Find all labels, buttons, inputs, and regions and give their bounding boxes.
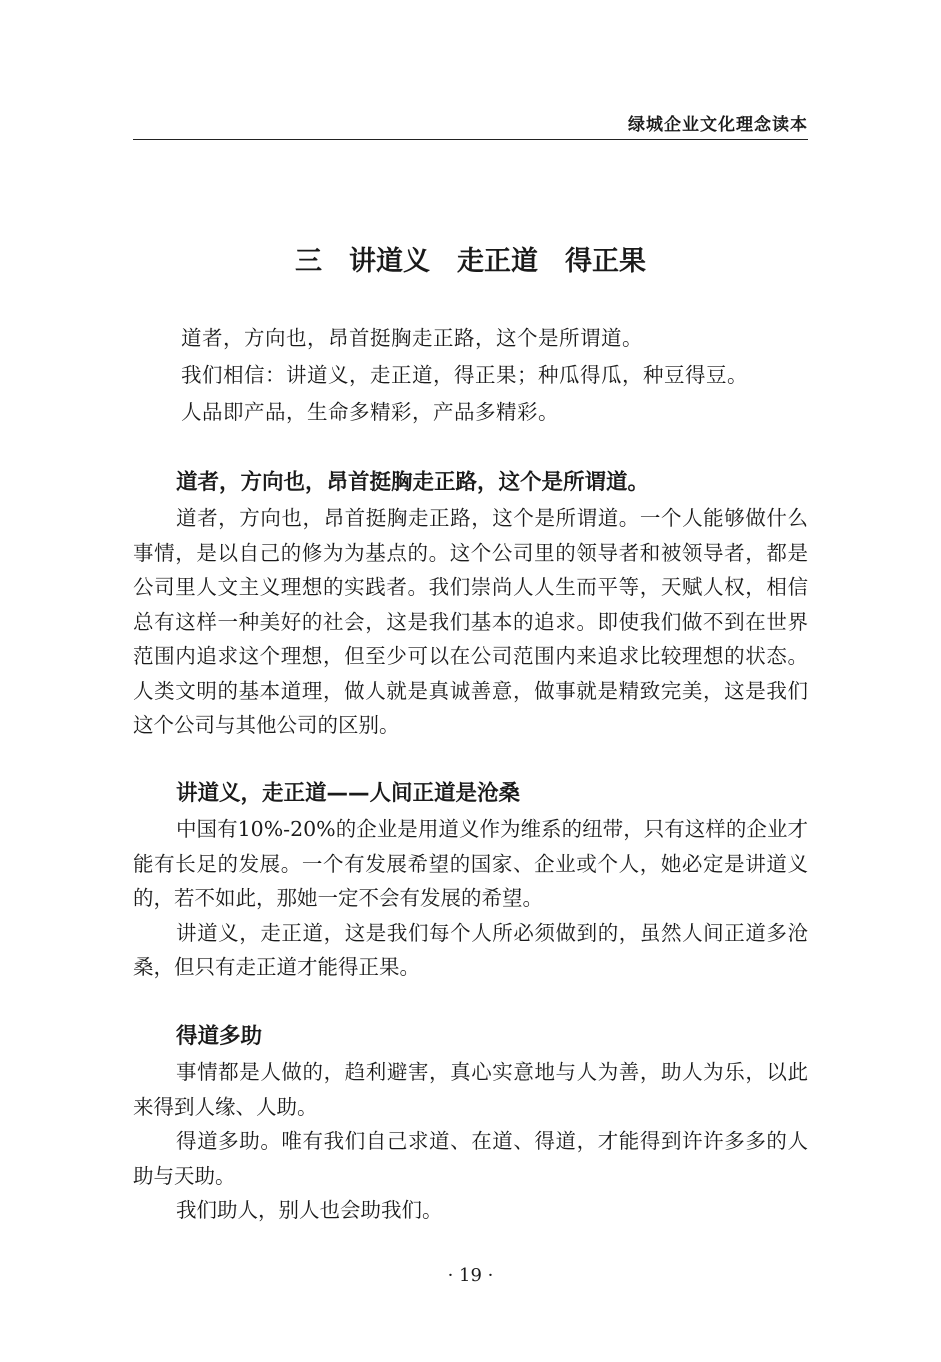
- motto-line: 人品即产品，生命多精彩，产品多精彩。: [181, 400, 559, 424]
- section-heading: 道者，方向也，昂首挺胸走正路，这个是所谓道。: [176, 470, 650, 495]
- body-paragraph: 中国有10%-20%的企业是用道义作为维系的纽带，只有这样的企业才能有长足的发展。一个有发展希望的国家、企业或个人，她必定是讲道义的，若不如此，那她一定不会有发展的希望。: [133, 817, 808, 910]
- running-title: 绿城企业文化理念读本: [628, 115, 808, 135]
- section-daoyi: [133, 776, 808, 985]
- page-number: · 19 ·: [447, 1265, 494, 1286]
- body-paragraph: 讲道义，走正道，这是我们每个人所必须做到的，虽然人间正道多沧桑，但只有走正道才能得正果。: [133, 920, 808, 979]
- body-paragraph: 道者，方向也，昂首挺胸走正路，这个是所谓道。一个人能够做什么事情，是以自己的修为为基点的。这个公司里的领导者和被领导者，都是公司里人文主义理想的实践者。我们崇尚人人生而平等，天赋人权，相信总有这样一种美好的社会，这是我们基本的追求。即使我们做不到在世界范围内追求这个理想，但至少可以在公司范围内来追求比较理想的状态。人类文明的基本道理，做人就是真诚善意，做事就是精致完美，这是我们这个公司与其他公司的区别。: [133, 506, 808, 737]
- body-paragraph: 我们助人，别人也会助我们。: [176, 1198, 443, 1222]
- motto-line: 道者，方向也，昂首挺胸走正路，这个是所谓道。: [181, 326, 643, 350]
- section-dao: [133, 465, 808, 743]
- motto-line: 我们相信：讲道义，走正道，得正果；种瓜得瓜，种豆得豆。: [181, 363, 748, 387]
- chapter-title: 三 讲道义 走正道 得正果: [295, 246, 646, 277]
- chapter-motto: [181, 320, 801, 431]
- section-heading: 得道多助: [176, 1024, 263, 1049]
- body-paragraph: 事情都是人做的，趋利避害，真心实意地与人为善，助人为乐，以此来得到人缘、人助。: [133, 1060, 808, 1119]
- body-paragraph: 得道多助。唯有我们自己求道、在道、得道，才能得到许许多多的人助与天助。: [133, 1129, 808, 1188]
- section-dedao: [133, 1019, 808, 1228]
- section-heading: 讲道义，走正道——人间正道是沧桑: [176, 781, 521, 806]
- header-rule: [133, 139, 808, 140]
